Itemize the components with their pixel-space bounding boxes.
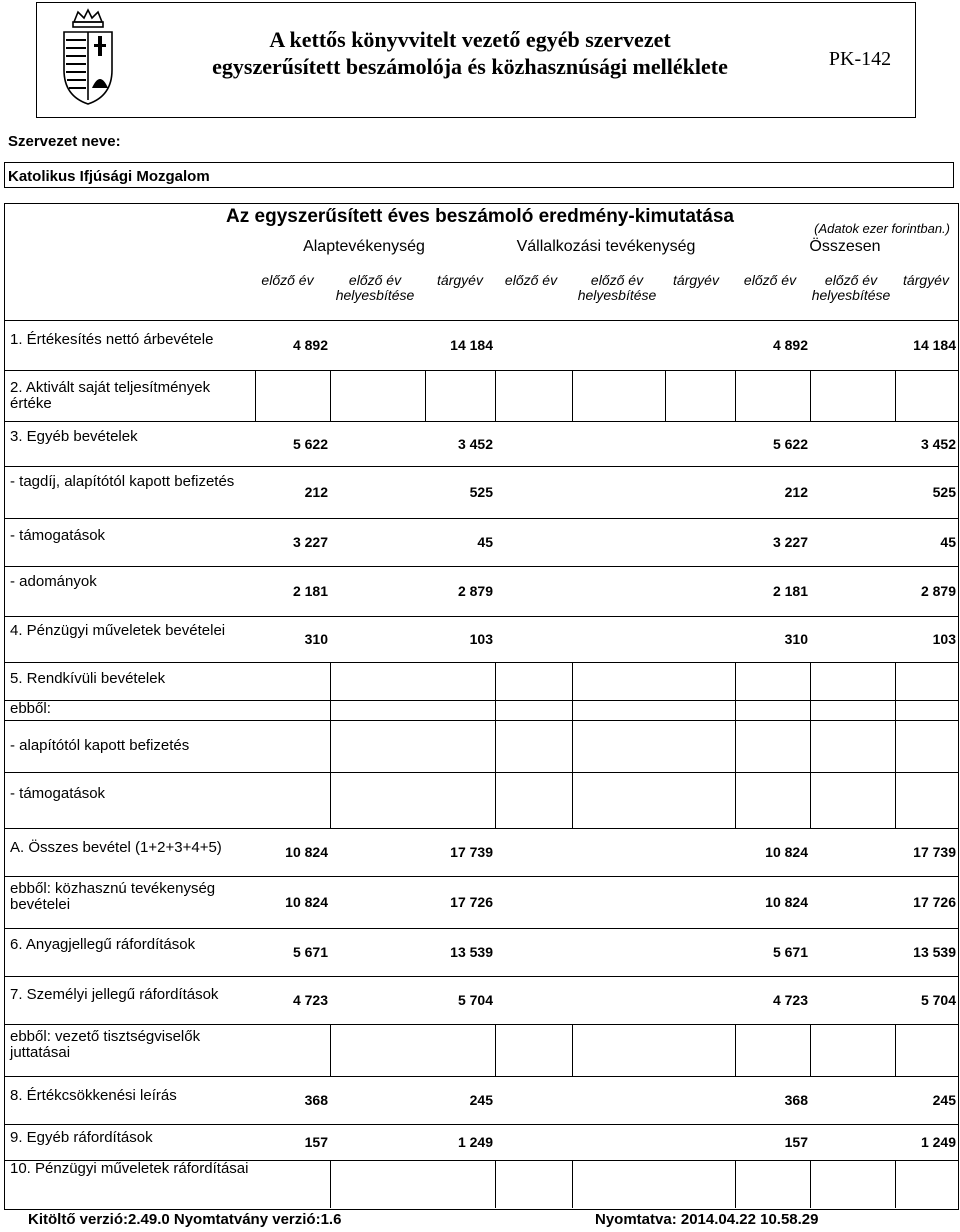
table-cell-value: 5 704 [457, 992, 493, 1008]
table-cell-value: 10 824 [285, 894, 328, 910]
table-cell-value: 157 [784, 1134, 808, 1150]
column-divider [895, 720, 896, 772]
table-cell-value: 5 622 [292, 436, 328, 452]
column-divider [810, 662, 811, 700]
table-cell-value: 10 824 [765, 844, 808, 860]
row-label: 4. Pénzügyi műveletek bevételei [10, 622, 226, 639]
row-label: ebből: [10, 700, 51, 717]
column-divider [572, 700, 573, 720]
table-cell-value: 157 [304, 1134, 328, 1150]
row-label: - adományok [10, 573, 97, 590]
column-divider [810, 370, 811, 421]
column-header: tárgyév [673, 272, 719, 288]
column-divider [735, 720, 736, 772]
table-cell-value: 10 824 [765, 894, 808, 910]
column-divider [572, 720, 573, 772]
table-cell-value: 17 739 [913, 844, 956, 860]
column-divider [495, 720, 496, 772]
hungarian-coat-of-arms-icon [56, 8, 120, 108]
row-label: A. Összes bevétel (1+2+3+4+5) [10, 839, 222, 856]
table-cell-value: 3 227 [772, 534, 808, 550]
column-header: tárgyév [437, 272, 483, 288]
column-divider [572, 1024, 573, 1076]
row-divider [5, 370, 958, 371]
table-cell-value: 13 539 [450, 944, 493, 960]
table-cell-value: 4 723 [772, 992, 808, 1008]
column-divider [330, 370, 331, 421]
column-divider [572, 662, 573, 700]
column-divider [425, 370, 426, 421]
row-divider [5, 720, 958, 721]
column-divider [735, 370, 736, 421]
group-header: Alaptevékenység [303, 238, 425, 255]
table-cell-value: 368 [304, 1092, 328, 1108]
column-divider [572, 772, 573, 828]
column-divider [495, 370, 496, 421]
column-header: tárgyév [903, 272, 949, 288]
column-divider [735, 1024, 736, 1076]
table-cell-value: 103 [932, 631, 956, 647]
table-cell-value: 310 [304, 631, 328, 647]
column-header: előző év helyesbítése [335, 272, 415, 303]
table-cell-value: 14 184 [913, 337, 956, 353]
form-title [130, 26, 810, 80]
column-divider [572, 1160, 573, 1208]
table-cell-value: 1 249 [457, 1134, 493, 1150]
column-divider [255, 370, 256, 421]
table-cell-value: 4 723 [292, 992, 328, 1008]
column-divider [330, 1160, 331, 1208]
table-cell-value: 17 726 [913, 894, 956, 910]
table-cell-value: 368 [784, 1092, 808, 1108]
table-cell-value: 17 739 [450, 844, 493, 860]
column-divider [895, 1024, 896, 1076]
table-cell-value: 4 892 [292, 337, 328, 353]
column-header: előző év helyesbítése [811, 272, 891, 303]
row-divider [5, 566, 958, 567]
table-cell-value: 245 [932, 1092, 956, 1108]
org-label: Szervezet neve: [8, 133, 121, 150]
column-header: előző év [261, 272, 314, 288]
table-cell-value: 10 824 [285, 844, 328, 860]
table-cell-value: 14 184 [450, 337, 493, 353]
footer-version: Kitöltő verzió:2.49.0 Nyomtatvány verzió:1.6 [28, 1211, 342, 1228]
column-divider [572, 370, 573, 421]
row-divider [5, 466, 958, 467]
column-divider [735, 1160, 736, 1208]
row-label: 8. Értékcsökkenési leírás [10, 1087, 177, 1104]
row-divider [5, 320, 958, 321]
form-title-line2: egyszerűsített beszámolója és közhasznúsági melléklete [212, 54, 728, 79]
row-label: 1. Értékesítés nettó árbevétele [10, 331, 214, 348]
form-code: PK-142 [828, 48, 892, 70]
table-cell-value: 2 181 [292, 583, 328, 599]
column-header: előző év helyesbítése [577, 272, 657, 303]
row-label: - támogatások [10, 785, 106, 802]
row-divider [5, 1076, 958, 1077]
row-divider [5, 928, 958, 929]
row-divider [5, 616, 958, 617]
form-title-line1: A kettős könyvvitelt vezető egyéb szervezet [269, 27, 671, 52]
row-divider [5, 1024, 958, 1025]
table-cell-value: 5 671 [292, 944, 328, 960]
column-header: előző év [504, 272, 558, 288]
table-cell-value: 245 [469, 1092, 493, 1108]
column-divider [810, 720, 811, 772]
column-divider [330, 662, 331, 700]
row-divider [5, 421, 958, 422]
footer-printed: Nyomtatva: 2014.04.22 10.58.29 [595, 1211, 819, 1228]
row-label: 6. Anyagjellegű ráfordítások [10, 936, 196, 953]
row-label: - alapítótól kapott befizetés [10, 737, 190, 754]
row-divider [5, 662, 958, 663]
table-cell-value: 3 452 [457, 436, 493, 452]
row-label: 5. Rendkívüli bevételek [10, 670, 166, 687]
column-divider [735, 772, 736, 828]
row-divider [5, 876, 958, 877]
table-cell-value: 2 879 [457, 583, 493, 599]
column-divider [735, 662, 736, 700]
unit-note: (Adatok ezer forintban.) [814, 221, 950, 236]
column-header: előző év [743, 272, 797, 288]
table-cell-value: 525 [469, 484, 493, 500]
table-cell-value: 212 [304, 484, 328, 500]
row-divider [5, 976, 958, 977]
table-cell-value: 1 249 [920, 1134, 956, 1150]
group-header: Vállalkozási tevékenység [516, 238, 696, 255]
row-label: 7. Személyi jellegű ráfordítások [10, 986, 219, 1003]
column-divider [895, 1160, 896, 1208]
column-divider [495, 1160, 496, 1208]
table-title: Az egyszerűsített éves beszámoló eredmény-kimutatása [226, 206, 734, 227]
row-divider [5, 828, 958, 829]
table-cell-value: 310 [784, 631, 808, 647]
column-divider [330, 720, 331, 772]
column-divider [495, 772, 496, 828]
table-cell-value: 45 [477, 534, 493, 550]
row-divider [5, 772, 958, 773]
row-divider [5, 518, 958, 519]
column-divider [735, 700, 736, 720]
row-label: ebből: vezető tisztségviselők juttatásai [10, 1028, 201, 1061]
table-cell-value: 13 539 [913, 944, 956, 960]
table-cell-value: 3 227 [292, 534, 328, 550]
row-label: 2. Aktivált saját teljesítmények értéke [10, 379, 211, 412]
table-cell-value: 5 622 [772, 436, 808, 452]
table-cell-value: 4 892 [772, 337, 808, 353]
row-label: 3. Egyéb bevételek [10, 428, 138, 445]
column-divider [895, 700, 896, 720]
row-label: ebből: közhasznú tevékenység bevételei [10, 880, 216, 913]
column-divider [810, 700, 811, 720]
org-name: Katolikus Ifjúsági Mozgalom [8, 168, 210, 185]
column-divider [810, 772, 811, 828]
column-divider [665, 370, 666, 421]
column-divider [810, 1160, 811, 1208]
group-header: Összesen [809, 238, 881, 255]
column-divider [895, 662, 896, 700]
table-cell-value: 103 [469, 631, 493, 647]
column-divider [810, 1024, 811, 1076]
row-label: 9. Egyéb ráfordítások [10, 1129, 153, 1146]
table-cell-value: 212 [784, 484, 808, 500]
column-divider [495, 700, 496, 720]
column-divider [895, 772, 896, 828]
column-divider [895, 370, 896, 421]
row-label: - támogatások [10, 527, 106, 544]
table-cell-value: 525 [932, 484, 956, 500]
row-label: - tagdíj, alapítótól kapott befizetés [10, 473, 235, 490]
column-divider [330, 1024, 331, 1076]
table-cell-value: 17 726 [450, 894, 493, 910]
table-cell-value: 45 [940, 534, 956, 550]
row-label: 10. Pénzügyi műveletek ráfordításai [10, 1160, 249, 1177]
table-cell-value: 3 452 [920, 436, 956, 452]
column-divider [330, 700, 331, 720]
table-cell-value: 2 181 [772, 583, 808, 599]
row-divider [5, 1124, 958, 1125]
table-cell-value: 5 671 [772, 944, 808, 960]
table-cell-value: 5 704 [920, 992, 956, 1008]
table-cell-value: 2 879 [920, 583, 956, 599]
column-divider [495, 1024, 496, 1076]
column-divider [495, 662, 496, 700]
column-divider [330, 772, 331, 828]
